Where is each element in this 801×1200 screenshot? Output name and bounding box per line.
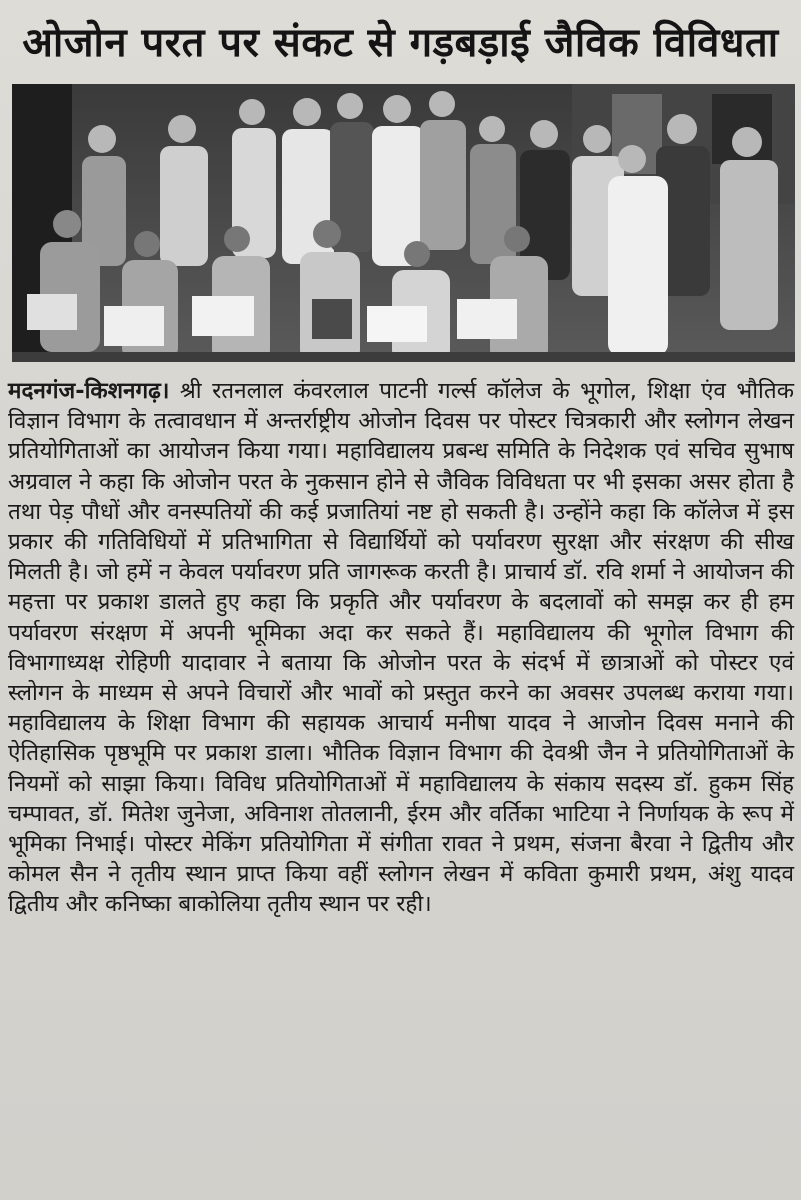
dateline: मदनगंज-किशनगढ़। [8, 378, 170, 404]
group-photo [12, 84, 795, 362]
headline: ओजोन परत पर संकट से गड़बड़ाई जैविक विविधता [22, 20, 779, 66]
article-body [8, 376, 794, 920]
article-body-text: श्री रतनलाल कंवरलाल पाटनी गर्ल्स कॉलेज के भूगोल, शिक्षा एंव भौतिक विज्ञान विभाग के तत्वावधान में अन्तर्राष्ट्रीय ओजोन दिवस पर पोस्टर चित्रकारी और स्लोगन लेखन प्रतियोगिताओं का आयोजन किया गया। महाविद्यालय प्रबन्ध समिति के निदेशक एवं सचिव सुभाष अग्रवाल ने कहा कि ओजोन परत के नुकसान होने से जैविक विविधता पर भी इसका असर होता है तथा पेड़ पौधों और वनस्पतियों की कई प्रजातियां नष्ट हो सकती है। उन्होंने कहा कि कॉलेज में इस प्रकार की गतिविधियों में प्रतिभागिता से विद्यार्थियों को पर्यावरण सुरक्षा और संरक्षण की सीख मिलती है। जो हमें न केवल पर्यावरण प्रति जागरूक करती है। प्राचार्य डॉ. रवि शर्मा ने आयोजन की महत्ता पर प्रकाश डालते हुए कहा कि प्रकृति और पर्यावरण के बदलावों को समझ कर ही हम पर्यावरण संरक्षण में अपनी भूमिका अदा कर सकते हैं। महाविद्यालय की भूगोल विभाग की विभागाध्यक्ष रोहिणी यादावार ने बताया कि ओजोन परत के संदर्भ में छात्राओं को पोस्टर एवं स्लोगन के माध्यम से अपने विचारों और भावों को प्रस्तुत करने का अवसर उपलब्ध कराया गया। महाविद्यालय के शिक्षा विभाग की सहायक आचार्य मनीषा यादव ने आजोन दिवस मनाने की ऐतिहासिक पृष्ठभूमि पर प्रकाश डाला। भौतिक विज्ञान विभाग की देवश्री जैन ने प्रतियोगिताओं के नियमों को साझा किया। विविध प्रतियोगिताओं में महाविद्यालय के संकाय सदस्य डॉ. हुकम सिंह चम्पावत, डॉ. मितेश जुनेजा, अविनाश तोतलानी, ईरम और वर्तिका भाटिया ने निर्णायक के रूप में भूमिका निभाई। पोस्टर मेकिंग प्रतियोगिता में संगीता रावत ने प्रथम, संजना बैरवा ने द्वितीय और कोमल सैन ने तृतीय स्थान प्राप्त किया वहीं स्लोगन लेखन में कविता कुमारी प्रथम, अंशु यादव द्वितीय और कनिष्का बाकोलिया तृतीय स्थान पर रही। [8, 378, 794, 918]
